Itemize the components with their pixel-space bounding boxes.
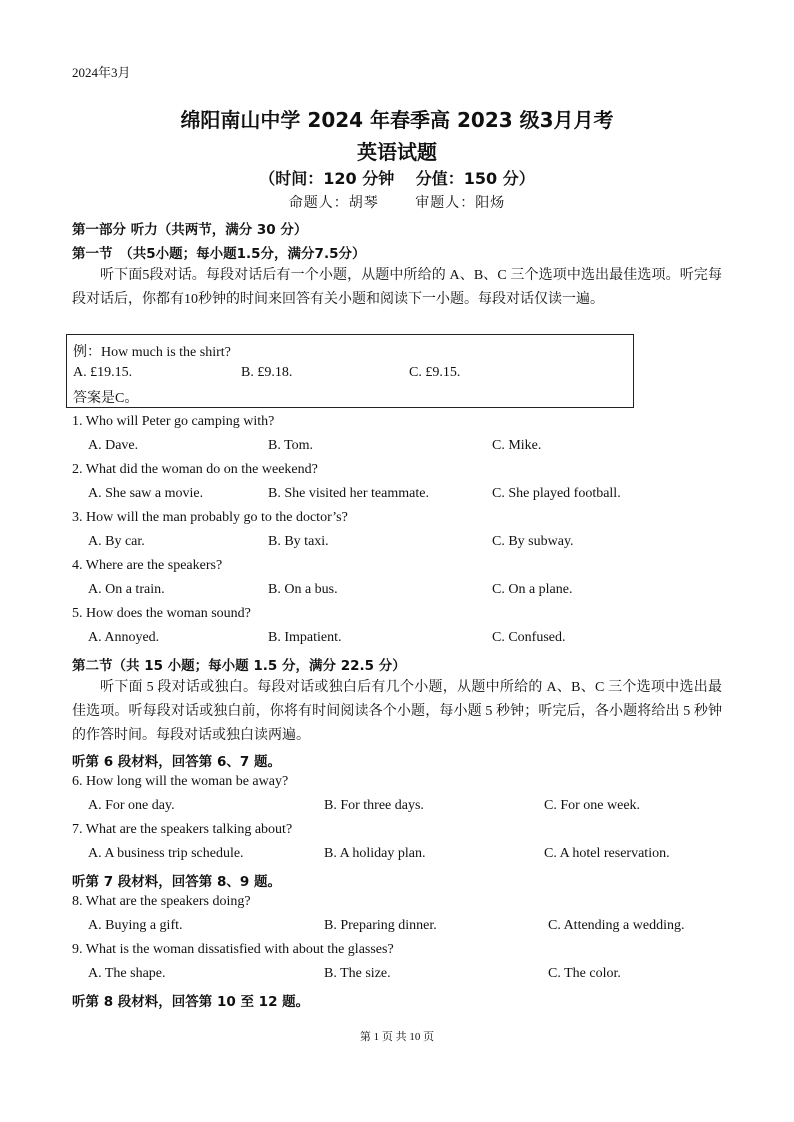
q7-option-c: C. A hotel reservation. (544, 846, 670, 861)
q4-option-b: B. On a bus. (268, 582, 338, 597)
q5-option-a: A. Annoyed. (88, 630, 160, 645)
question-9: 9. What is the woman dissatisfied with about the glasses? (72, 942, 394, 957)
q3-option-c: C. By subway. (492, 534, 574, 549)
section2-instructions: 听下面 5 段对话或独白。每段对话或独白后有几个小题，从题中所给的 A、B、C 三个选项中选出最佳选项。听每段对话或独白前，你将有时间阅读各个小题，每小题 5 秒钟；听完后，各小题将给出 5 秒钟的作答时间。每段对话或独白读两遍。 (72, 680, 722, 743)
q5-option-b: B. Impatient. (268, 630, 342, 645)
q8-option-a: A. Buying a gift. (88, 918, 183, 933)
question-2: 2. What did the woman do on the weekend? (72, 462, 318, 477)
exam-authors (0, 192, 794, 212)
q7-option-b: B. A holiday plan. (324, 846, 426, 861)
example-option-c: C. £9.15. (409, 365, 461, 380)
section1-heading: 第一节 （共5小题；每小题1.5分，满分7.5分） (72, 246, 366, 262)
q7-option-a: A. A business trip schedule. (88, 846, 244, 861)
q1-option-a: A. Dave. (88, 438, 139, 453)
question-7: 7. What are the speakers talking about? (72, 822, 293, 837)
q8-option-c: C. Attending a wedding. (548, 918, 685, 933)
q6-option-b: B. For three days. (324, 798, 424, 813)
part1-heading: 第一部分 听力（共两节，满分 30 分） (72, 222, 308, 238)
group-8-label: 听第 8 段材料，回答第 10 至 12 题。 (72, 994, 310, 1010)
question-4: 4. Where are the speakers? (72, 558, 223, 573)
q8-option-b: B. Preparing dinner. (324, 918, 437, 933)
q1-option-c: C. Mike. (492, 438, 542, 453)
example-question: 例：How much is the shirt? (73, 345, 231, 360)
example-option-b: B. £9.18. (241, 365, 293, 380)
example-box (66, 334, 634, 408)
group-7-label: 听第 7 段材料，回答第 8、9 题。 (72, 874, 281, 890)
section2-heading: 第二节（共 15 小题；每小题 1.5 分，满分 22.5 分） (72, 658, 406, 674)
q1-option-b: B. Tom. (268, 438, 314, 453)
exam-subject: 英语试题 (357, 140, 437, 164)
question-3: 3. How will the man probably go to the doctor’s? (72, 510, 348, 525)
q4-option-c: C. On a plane. (492, 582, 573, 597)
reviewer: 审题人：阳炀 (415, 196, 506, 211)
q3-option-b: B. By taxi. (268, 534, 329, 549)
q2-option-a: A. She saw a movie. (88, 486, 204, 501)
question-1: 1. Who will Peter go camping with? (72, 414, 275, 429)
q9-option-b: B. The size. (324, 966, 391, 981)
q6-option-c: C. For one week. (544, 798, 641, 813)
setter: 命题人：胡琴 (288, 196, 379, 211)
question-6: 6. How long will the woman be away? (72, 774, 289, 789)
section1-instructions: 听下面5段对话。每段对话后有一个小题，从题中所给的 A、B、C 三个选项中选出最佳选项。听完每段对话后，你都有10秒钟的时间来回答有关小题和阅读下一小题。每段对话仅读一遍。 (72, 268, 722, 307)
q5-option-c: C. Confused. (492, 630, 566, 645)
q6-option-a: A. For one day. (88, 798, 175, 813)
q3-option-a: A. By car. (88, 534, 145, 549)
exam-title: 绵阳南山中学 2024 年春季高 2023 级3月月考 (180, 108, 614, 132)
group-6-label: 听第 6 段材料，回答第 6、7 题。 (72, 754, 281, 770)
question-8: 8. What are the speakers doing? (72, 894, 251, 909)
q9-option-c: C. The color. (548, 966, 621, 981)
question-5: 5. How does the woman sound? (72, 606, 251, 621)
header-date: 2024年3月 (72, 65, 131, 80)
q2-option-c: C. She played football. (492, 486, 621, 501)
q4-option-a: A. On a train. (88, 582, 165, 597)
example-option-a: A. £19.15. (73, 365, 133, 380)
example-answer: 答案是C。 (73, 391, 139, 406)
page-number: 第 1 页 共 10 页 (359, 1031, 435, 1043)
q9-option-a: A. The shape. (88, 966, 166, 981)
exam-time-score: （时间：120 分钟 分值：150 分） (259, 169, 535, 188)
q2-option-b: B. She visited her teammate. (268, 486, 429, 501)
